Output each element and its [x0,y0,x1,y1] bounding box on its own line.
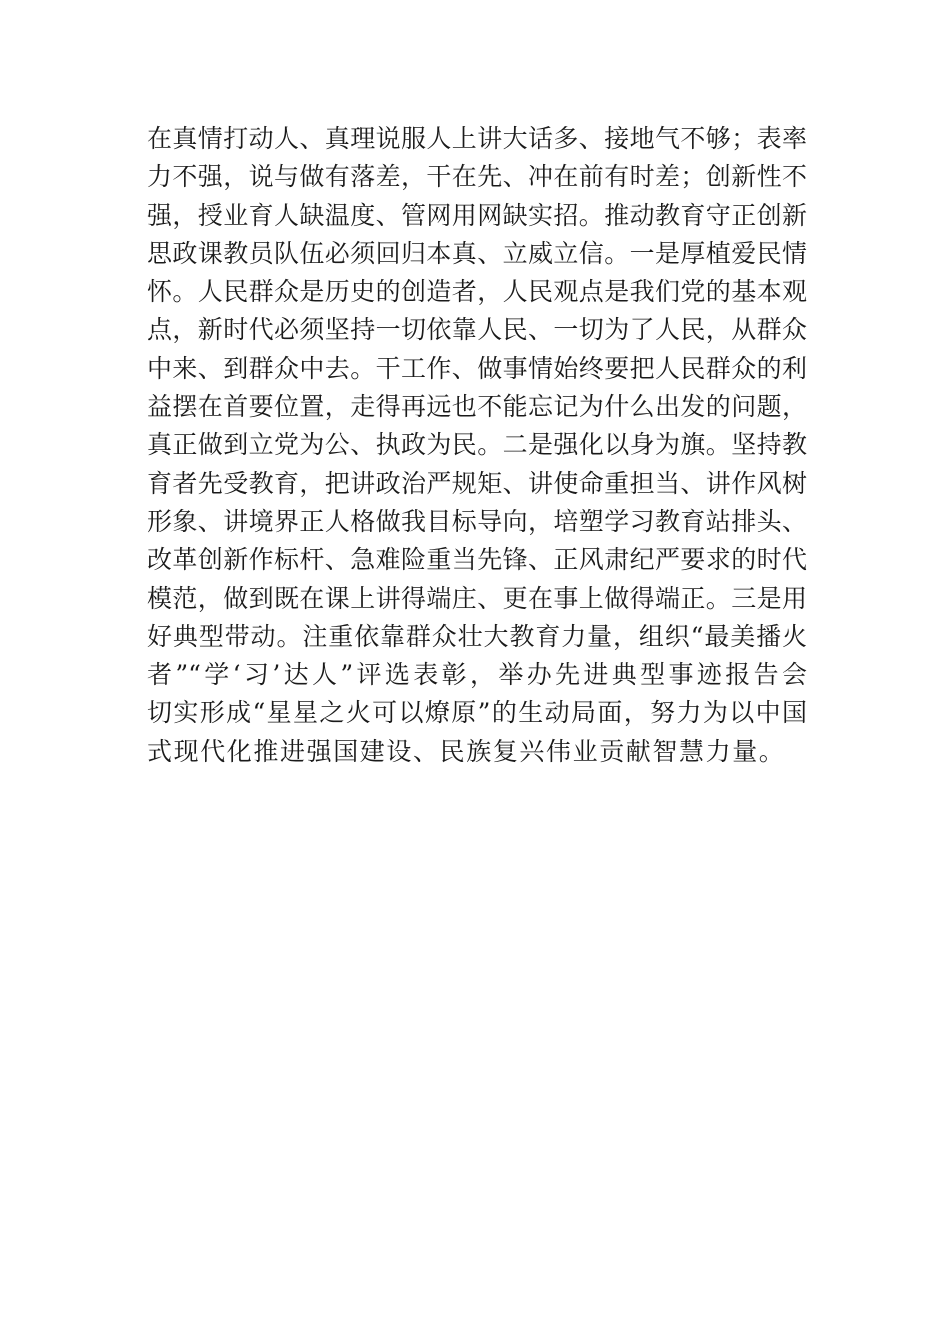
text-line: 形象、讲境界正人格做我目标导向，培塑学习教育站排头、 [147,506,807,536]
text-line: 点，新时代必须坚持一切依靠人民、一切为了人民，从群众 [147,315,807,345]
text-line: 改革创新作标杆、急难险重当先锋、正风肃纪严要求的时代 [147,545,807,575]
text-line: 怀。人民群众是历史的创造者，人民观点是我们党的基本观 [147,277,807,307]
text-line: 模范，做到既在课上讲得端庄、更在事上做得端正。三是用 [147,583,807,613]
text-line: 力不强，说与做有落差，干在先、冲在前有时差；创新性不 [147,162,807,192]
text-line: 强，授业育人缺温度、管网用网缺实招。推动教育守正创新 [147,200,807,230]
text-line: 切实形成“星星之火可以燎原”的生动局面，努力为以中国 [147,698,807,728]
text-line: 思政课教员队伍必须回归本真、立威立信。一是厚植爱民情 [147,238,807,268]
body-paragraph [147,120,807,771]
text-line: 育者先受教育，把讲政治严规矩、讲使命重担当、讲作风树 [147,468,807,498]
text-line: 中来、到群众中去。干工作、做事情始终要把人民群众的利 [147,353,807,383]
text-line: 在真情打动人、真理说服人上讲大话多、接地气不够；表率 [147,124,807,153]
text-line: 真正做到立党为公、执政为民。二是强化以身为旗。坚持教 [147,430,807,460]
text-line: 益摆在首要位置，走得再远也不能忘记为什么出发的问题， [147,392,807,422]
text-line: 好典型带动。注重依靠群众壮大教育力量，组织“最美播火 [147,621,807,651]
text-line: 者”“学‘习’达人”评选表彰，举办先进典型事迹报告会 [147,660,807,690]
text-line: 式现代化推进强国建设、民族复兴伟业贡献智慧力量。 [147,736,786,766]
